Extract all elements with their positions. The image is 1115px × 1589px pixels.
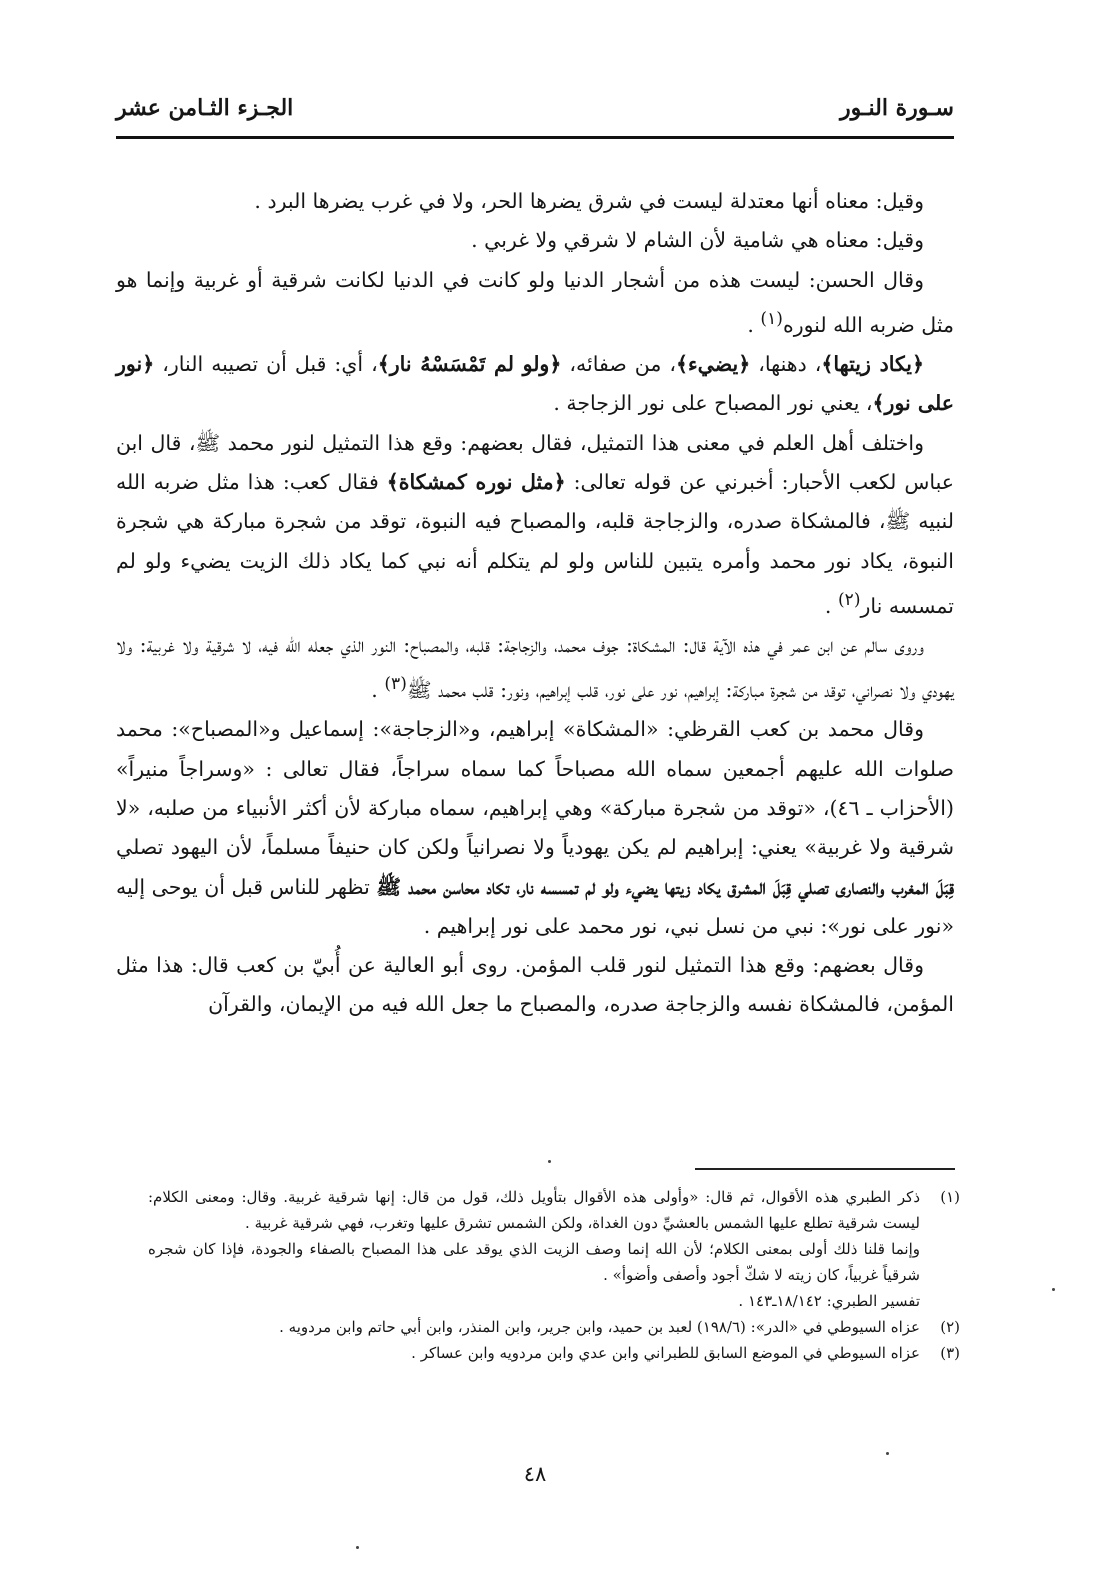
footnote-line: وإنما قلنا ذلك أولى بمعنى الكلام؛ لأن الله إنما وصف الزيت الذي يوقد على هذا المصباح بالصفاء والجودة، فإذا كان شجره شرقياً غربياً، كان زيته لا شكّ أجود وأصفى وأضوأ» . [148, 1240, 920, 1284]
footnote-2 [148, 1314, 960, 1340]
paragraph-5-text: فقال كعب: هذا مثل ضربه الله لنبيه ﷺ، فالمشكاة صدره، والزجاجة قلبه، والمصباح فيه النبوة، توقد من شجرة مباركة هي شجرة النبوة، يكاد نور محمد وأمره يتبين للناس ولو لم يتكلم أنه نبي كما يكاد ذلك الزيت يضيء ولو لم تمسسه نار [116, 469, 954, 618]
running-header [116, 88, 954, 128]
paragraph-4-text: ، أي: قبل أن تصيبه النار، [154, 352, 378, 377]
footnote-1 [148, 1184, 960, 1314]
paragraph-4-text: ، دهنها، [750, 352, 822, 377]
quran-quote: ﴿يكاد زيتها﴾ [821, 352, 924, 377]
footnotes [148, 1184, 960, 1366]
footnote-ref-1[interactable]: (١) [760, 308, 783, 329]
paragraph-4-text: ، من صفائه، [561, 352, 677, 377]
footnote-number: (١) [940, 1188, 960, 1206]
quran-quote: ﴿مثل نوره كمشكاة﴾ [386, 469, 566, 494]
paragraph-5-text: واختلف أهل العلم في معنى هذا التمثيل، فقال بعضهم: وقع هذا التمثيل لنور محمد ﷺ، قال ابن عباس لكعب الأحبار: أخبرني عن قوله تعالى: [116, 430, 955, 494]
footnote-body [148, 1314, 920, 1340]
footnote-ref-3[interactable]: (٣) [384, 674, 407, 695]
paragraph-1: وقيل: معناه أنها معتدلة ليست في شرق يضرها الحر، ولا في غرب يضرها البرد . [254, 189, 924, 213]
bold-phrase: قِبَلَ المغرب والنصارى تصلي قِبَلَ المشرق يكاد زيتها يضيء ولو لم تمسسه نار، تكاد محاسن محمد ﷺ [376, 874, 954, 899]
scan-speck [886, 1452, 889, 1455]
paragraph-3 [116, 261, 954, 345]
footnote-line: تفسير الطبري: ١٨/١٤٢ـ١٤٣ . [738, 1292, 920, 1310]
paragraph-5 [116, 424, 954, 626]
surah-title: سـورة النـور [840, 95, 954, 121]
scan-speck [356, 1546, 359, 1549]
paragraph-7-text: وقال محمد بن كعب القرظي: «المشكاة» إبراهيم، و«الزجاجة»: إسماعيل و«المصباح»: محمد صلوات الله عليهم أجمعين سماه الله مصباحاً كما سماه سراجاً، فقال تعالى : «وسراجاً منيراً» (الأحزاب ـ ٤٦)، «توقد من شجرة مباركة» وهي إبراهيم، سماه مباركة لأن أكثر الأنبياء من صلبه، «لا شرقية ولا غربية» يعني: إبراهيم لم يكن يهودياً ولا نصرانياً ولكن كان حنيفاً مسلماً، لأن اليهود تصلي [116, 717, 954, 860]
footnote-line: عزاه السيوطي في «الدر»: (١٩٨/٦) لعبد بن حميد، وابن جرير، وابن المنذر، وابن أبي حاتم وابن مردويه . [279, 1318, 920, 1336]
scan-speck [548, 1160, 551, 1163]
paragraph-5-end: . [824, 593, 838, 618]
footnote-3 [148, 1340, 960, 1366]
footnote-ref-2[interactable]: (٢) [837, 589, 861, 610]
page-number: ٤٨ [523, 1462, 547, 1486]
footnote-rule [695, 1168, 955, 1170]
header-rule [116, 136, 954, 139]
paragraph-3-text: وقال الحسن: ليست هذه من أشجار الدنيا ولو كانت في الدنيا لكانت شرقية أو غربية وإنما هو مثل ضربه الله لنوره [116, 267, 954, 337]
footnote-body [148, 1340, 920, 1366]
quran-quote: ﴿يضيء﴾ [676, 352, 751, 377]
paragraph-7-text: تظهر للناس قبل أن يوحى إليه «نور على نور»: نبي من نسل نبي، نور محمد على نور إبراهيم . [116, 874, 954, 938]
paragraph-6-end: . [371, 678, 385, 703]
paragraph-8: وقال بعضهم: وقع هذا التمثيل لنور قلب المؤمن. روى أبو العالية عن أُبيّ بن كعب قال: هذا مثل المؤمن، فالمشكاة نفسه والزجاجة صدره، والمصباح ما جعل الله فيه من الإيمان، والقرآن [116, 953, 954, 1017]
quran-quote: ﴿ولو لم تَمْسَسْهُ نار﴾ [377, 352, 562, 377]
paragraph-3-end: . [747, 312, 761, 337]
paragraph-6 [116, 626, 954, 710]
footnote-line: ذكر الطبري هذه الأقوال، ثم قال: «وأولى هذه الأقوال بتأويل ذلك، قول من قال: إنها شرقية غربية. وقال: ومعنى الكلام: ليست شرقية تطلع عليها الشمس بالعشيِّ دون الغداة، ولكن الشمس تشرق عليها وتغرب، فهي شرقية غربية . [148, 1188, 920, 1232]
paragraph-4 [116, 345, 954, 424]
footnote-number: (٣) [940, 1344, 960, 1362]
footnote-number: (٢) [940, 1318, 960, 1336]
scan-speck [1052, 1288, 1055, 1291]
paragraph-2: وقيل: معناه هي شامية لأن الشام لا شرقي ولا غربي . [471, 228, 924, 253]
part-title: الجـزء الثـامن عشر [116, 95, 294, 121]
paragraph-7 [116, 710, 954, 946]
footnote-line: عزاه السيوطي في الموضع السابق للطبراني وابن عدي وابن مردويه وابن عساكر . [411, 1344, 920, 1362]
footnote-body [148, 1184, 920, 1314]
paragraph-4-text: ، يعني نور المصباح على نور الزجاجة . [553, 391, 873, 416]
main-text [116, 182, 954, 1025]
paragraph-6-text: وروى سالم عن ابن عمر في هذه الآية قال: المشكاة: جوف محمد، والزجاجة: قلبه، والمصباح: النور الذي جعله الله فيه، لا شرقية ولا غربية: ولا يهودي ولا نصراني، توقد من شجرة مباركة: إبراهيم، نور على نور، قلب إبراهيم، ونور: قلب محمد ﷺ [116, 632, 954, 703]
quran-quote: ﴿نور على نور﴾ [116, 352, 954, 416]
